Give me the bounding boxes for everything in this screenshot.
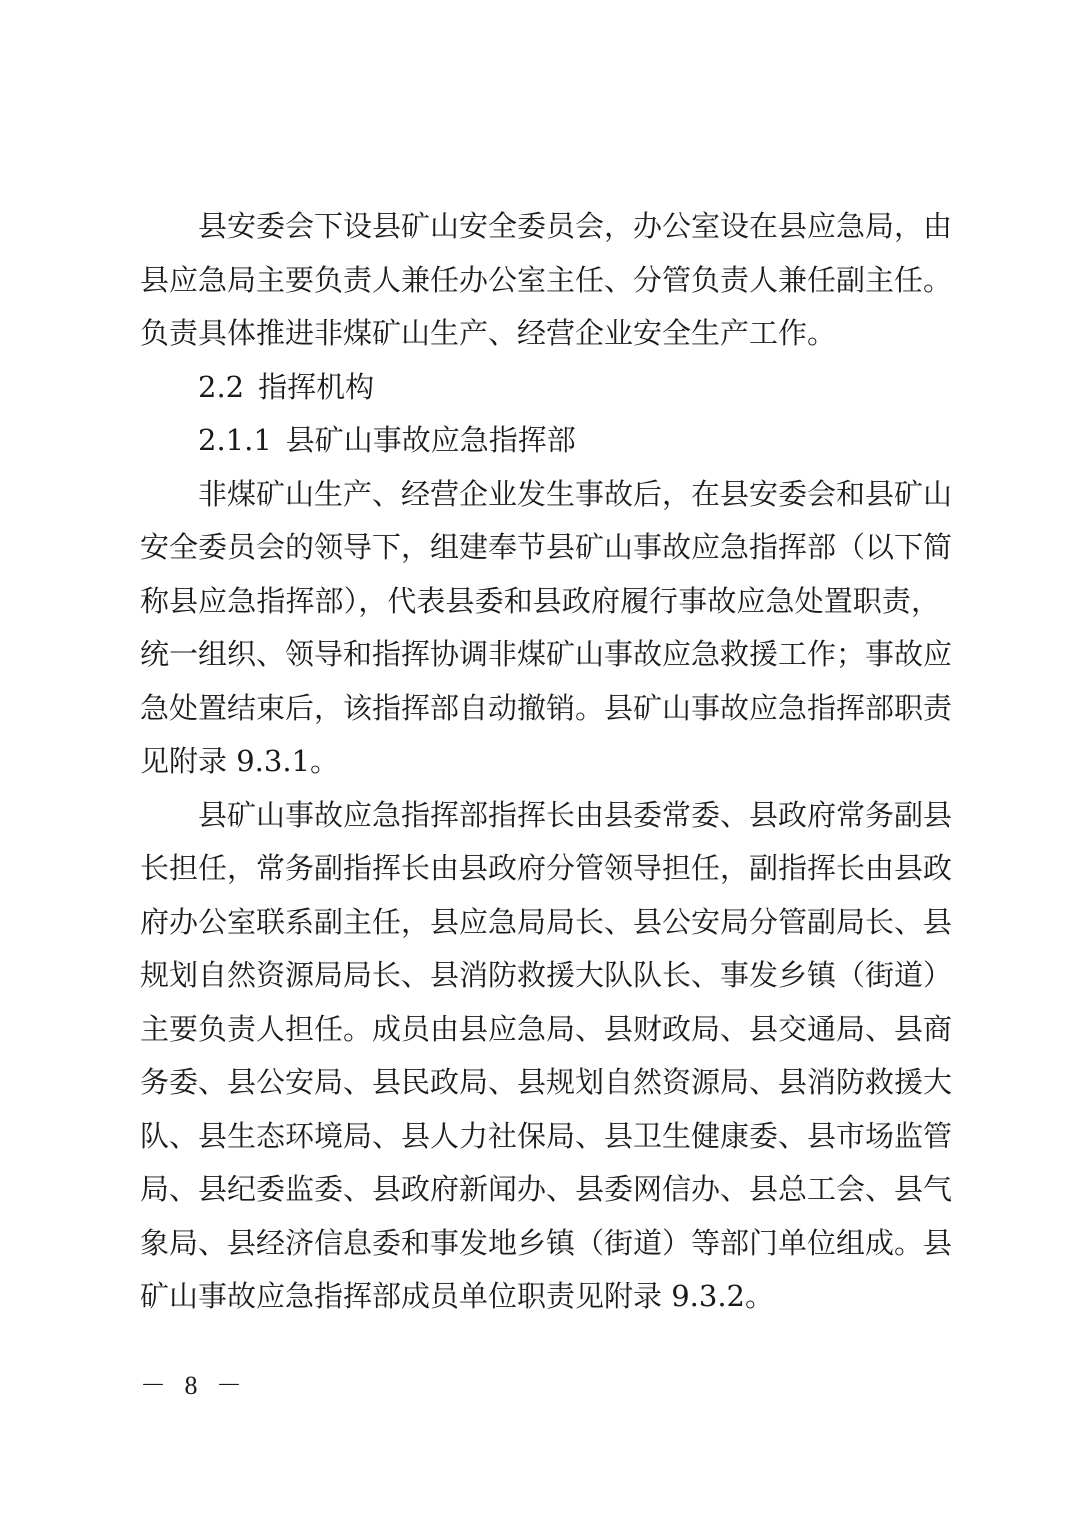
section-title: 县矿山事故应急指挥部 (285, 423, 576, 457)
paragraph-line: 统一组织、领导和指挥协调非煤矿山事故应急救援工作；事故应 (140, 637, 953, 671)
paragraph-line: 矿山事故应急指挥部成员单位职责见附录 9.3.2。 (140, 1279, 775, 1313)
section-number: 2.1.1 (198, 423, 272, 457)
paragraph-line: 主要负责人担任。成员由县应急局、县财政局、县交通局、县商 (140, 1011, 953, 1046)
paragraph-command-composition (140, 789, 953, 1324)
paragraph-line: 象局、县经济信息委和事发地乡镇（街道）等部门单位组成。县 (140, 1225, 953, 1260)
paragraph-line: 见附录 9.3.1。 (140, 744, 340, 778)
page-number: － 8 － (140, 1371, 249, 1400)
paragraph-line: 局、县纪委监委、县政府新闻办、县委网信办、县总工会、县气 (140, 1172, 953, 1206)
paragraph-line: 县应急局主要负责人兼任办公室主任、分管负责人兼任副主任。 (140, 262, 953, 297)
paragraph-line: 负责具体推进非煤矿山生产、经营企业安全生产工作。 (140, 316, 837, 350)
section-heading-2-2 (140, 361, 940, 415)
paragraph-command-headquarters (140, 468, 953, 789)
paragraph-line: 长担任，常务副指挥长由县政府分管领导担任，副指挥长由县政 (140, 851, 953, 885)
paragraph-line: 称县应急指挥部），代表县委和县政府履行事故应急处置职责， (140, 583, 940, 618)
paragraph-line: 非煤矿山生产、经营企业发生事故后，在县安委会和县矿山 (198, 476, 953, 511)
paragraph-line: 县矿山事故应急指挥部指挥长由县委常委、县政府常务副县 (198, 797, 953, 832)
paragraph-line: 府办公室联系副主任，县应急局局长、县公安局分管副局长、县 (140, 904, 953, 939)
paragraph-line: 急处置结束后，该指挥部自动撤销。县矿山事故应急指挥部职责 (140, 690, 953, 725)
paragraph-mine-safety-committee (140, 200, 953, 361)
section-title: 指挥机构 (258, 369, 375, 404)
paragraph-line: 队、县生态环境局、县人力社保局、县卫生健康委、县市场监管 (140, 1118, 953, 1153)
section-number: 2.2 (198, 369, 245, 404)
paragraph-line: 安全委员会的领导下，组建奉节县矿山事故应急指挥部（以下简 (140, 530, 953, 564)
paragraph-line: 规划自然资源局局长、县消防救援大队队长、事发乡镇（街道） (140, 958, 953, 992)
document-body (140, 200, 953, 1324)
paragraph-line: 县安委会下设县矿山安全委员会，办公室设在县应急局，由 (198, 209, 953, 243)
section-heading-2-1-1 (140, 414, 940, 468)
paragraph-line: 务委、县公安局、县民政局、县规划自然资源局、县消防救援大 (140, 1065, 953, 1099)
